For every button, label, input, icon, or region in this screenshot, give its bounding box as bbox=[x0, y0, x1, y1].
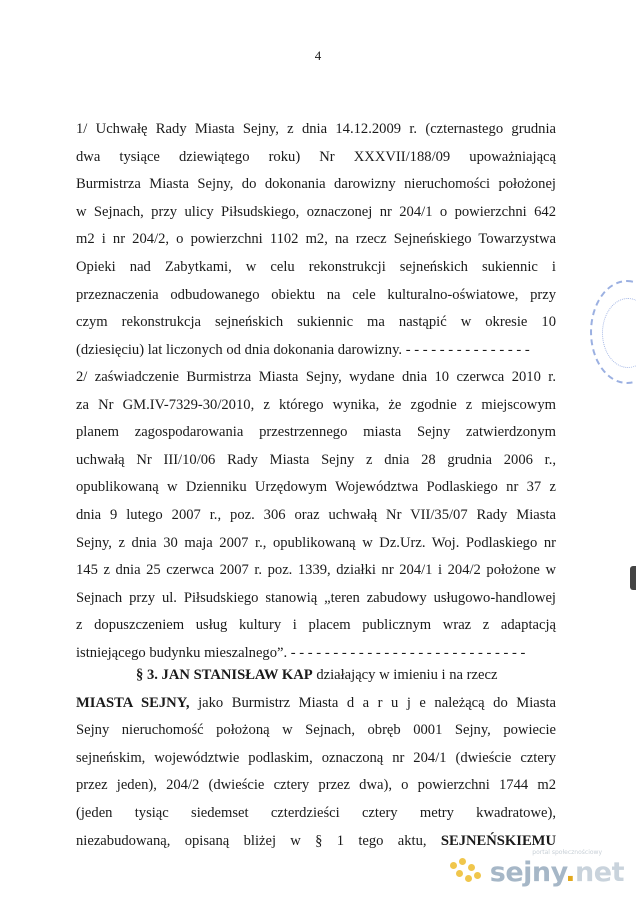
text-line: opublikowaną w Dzienniku Urzędowym Województwa Podlaskiego nr 37 z bbox=[76, 479, 556, 496]
watermark-tagline: portal społecznościowy bbox=[532, 849, 602, 856]
text-line: Sejny, z dnia 30 maja 2007 r., opublikowaną w Dz.Urz. Woj. Podlaskiego nr bbox=[76, 534, 556, 551]
stamp-inner-ring bbox=[602, 298, 636, 368]
text-line: przeznaczenia odbudowanego obiektu na cele kulturalno-oświatowe, przy bbox=[76, 286, 556, 303]
stamp-seal bbox=[590, 280, 636, 384]
text-line: sejneńskim, województwie podlaskim, oznaczoną nr 204/1 (dwieście cztery bbox=[76, 749, 556, 766]
text-line: dnia 9 lutego 2007 r., poz. 306 oraz uchwałą Nr VII/35/07 Rady Miasta bbox=[76, 506, 556, 523]
text-line bbox=[76, 828, 556, 856]
text-line: Burmistrza Miasta Sejny, do dokonania darowizny nieruchomości położonej bbox=[76, 176, 556, 193]
text-line: Opieki nad Zabytkami, w celu rekonstrukcji sejneńskich sukiennic i bbox=[76, 258, 556, 275]
watermark-tld: net bbox=[575, 857, 624, 888]
text-line: istniejącego budynku mieszalnego”. - - - - - - - - - - - - - - - - - - - - - - - - - - - - bbox=[76, 644, 526, 661]
watermark-logo bbox=[446, 856, 624, 886]
text-line: 2/ zaświadczenie Burmistrza Miasta Sejny, wydane dnia 10 czerwca 2010 r. bbox=[76, 369, 556, 385]
text-span: działający w imieniu i na rzecz bbox=[316, 667, 498, 683]
text-line bbox=[76, 690, 556, 718]
party-name: MIASTA SEJNY, bbox=[76, 694, 190, 711]
text-line: uchwałą Nr III/10/06 Rady Miasta Sejny z dnia 28 grudnia 2006 r., bbox=[76, 451, 556, 468]
text-span: niezabudowaną, opisaną bliżej w § 1 tego aktu, bbox=[76, 832, 427, 849]
text-line: (jeden tysiąc siedemset czterdzieści cztery metry kwadratowe), bbox=[76, 804, 556, 821]
text-line: m2 i nr 204/2, o powierzchni 1102 m2, na rzecz Sejneńskiego Towarzystwa bbox=[76, 231, 556, 248]
recipient-name: SEJNEŃSKIEMU bbox=[440, 832, 556, 849]
text-line: (dziesięciu) lat liczonych od dnia dokonania darowizny. - - - - - - - - - - - - - - - bbox=[76, 341, 530, 358]
text-line: w Sejnach, przy ulicy Piłsudskiego, oznaczonej nr 204/1 o powierzchni 642 bbox=[76, 203, 556, 220]
watermark-brand bbox=[490, 859, 624, 886]
section-heading-line bbox=[76, 662, 556, 690]
text-line: przez jeden), 204/2 (dwieście cztery przez dwa), o powierzchni 1744 m2 bbox=[76, 777, 556, 794]
text-line: 1/ Uchwałę Rady Miasta Sejny, z dnia 14.12.2009 r. (czternastego grudnia bbox=[76, 121, 556, 137]
text-line: za Nr GM.IV-7329-30/2010, z którego wynika, że zgodnie z miejscowym bbox=[76, 396, 556, 413]
section-heading: § 3. JAN STANISŁAW KAP bbox=[136, 667, 313, 683]
edge-mark bbox=[630, 566, 636, 590]
text-line: planem zagospodarowania przestrzennego miasta Sejny zatwierdzonym bbox=[76, 424, 556, 441]
text-line: 145 z dnia 25 czerwca 2007 r. poz. 1339, działki nr 204/1 i 204/2 położone w bbox=[76, 562, 556, 579]
text-line: Sejny nieruchomość położoną w Sejnach, obręb 0001 Sejny, powiecie bbox=[76, 722, 556, 739]
page-number: 4 bbox=[314, 48, 322, 63]
section-3 bbox=[76, 662, 556, 855]
paragraph-1 bbox=[76, 116, 556, 364]
text-line: dwa tysiące dziewiątego roku) Nr XXXVII/188/09 upoważniającą bbox=[76, 148, 556, 165]
watermark-dot: . bbox=[565, 857, 576, 888]
text-line: z dopuszczeniem usług kultury i placem publicznym wraz z adaptacją bbox=[76, 617, 556, 634]
watermark-brand-name: sejny bbox=[489, 857, 566, 888]
text-line: czym rekonstrukcja sejneńskich sukiennic ma nastąpić w okresie 10 bbox=[76, 314, 556, 331]
text-span: jako Burmistrz Miasta d a r u j e należącą do Miasta bbox=[198, 694, 556, 711]
paragraph-2 bbox=[76, 364, 556, 668]
text-line: Sejnach przy ul. Piłsudskiego stanowią „teren zabudowy usługowo-handlowej bbox=[76, 589, 556, 606]
honeycomb-icon bbox=[446, 856, 486, 886]
